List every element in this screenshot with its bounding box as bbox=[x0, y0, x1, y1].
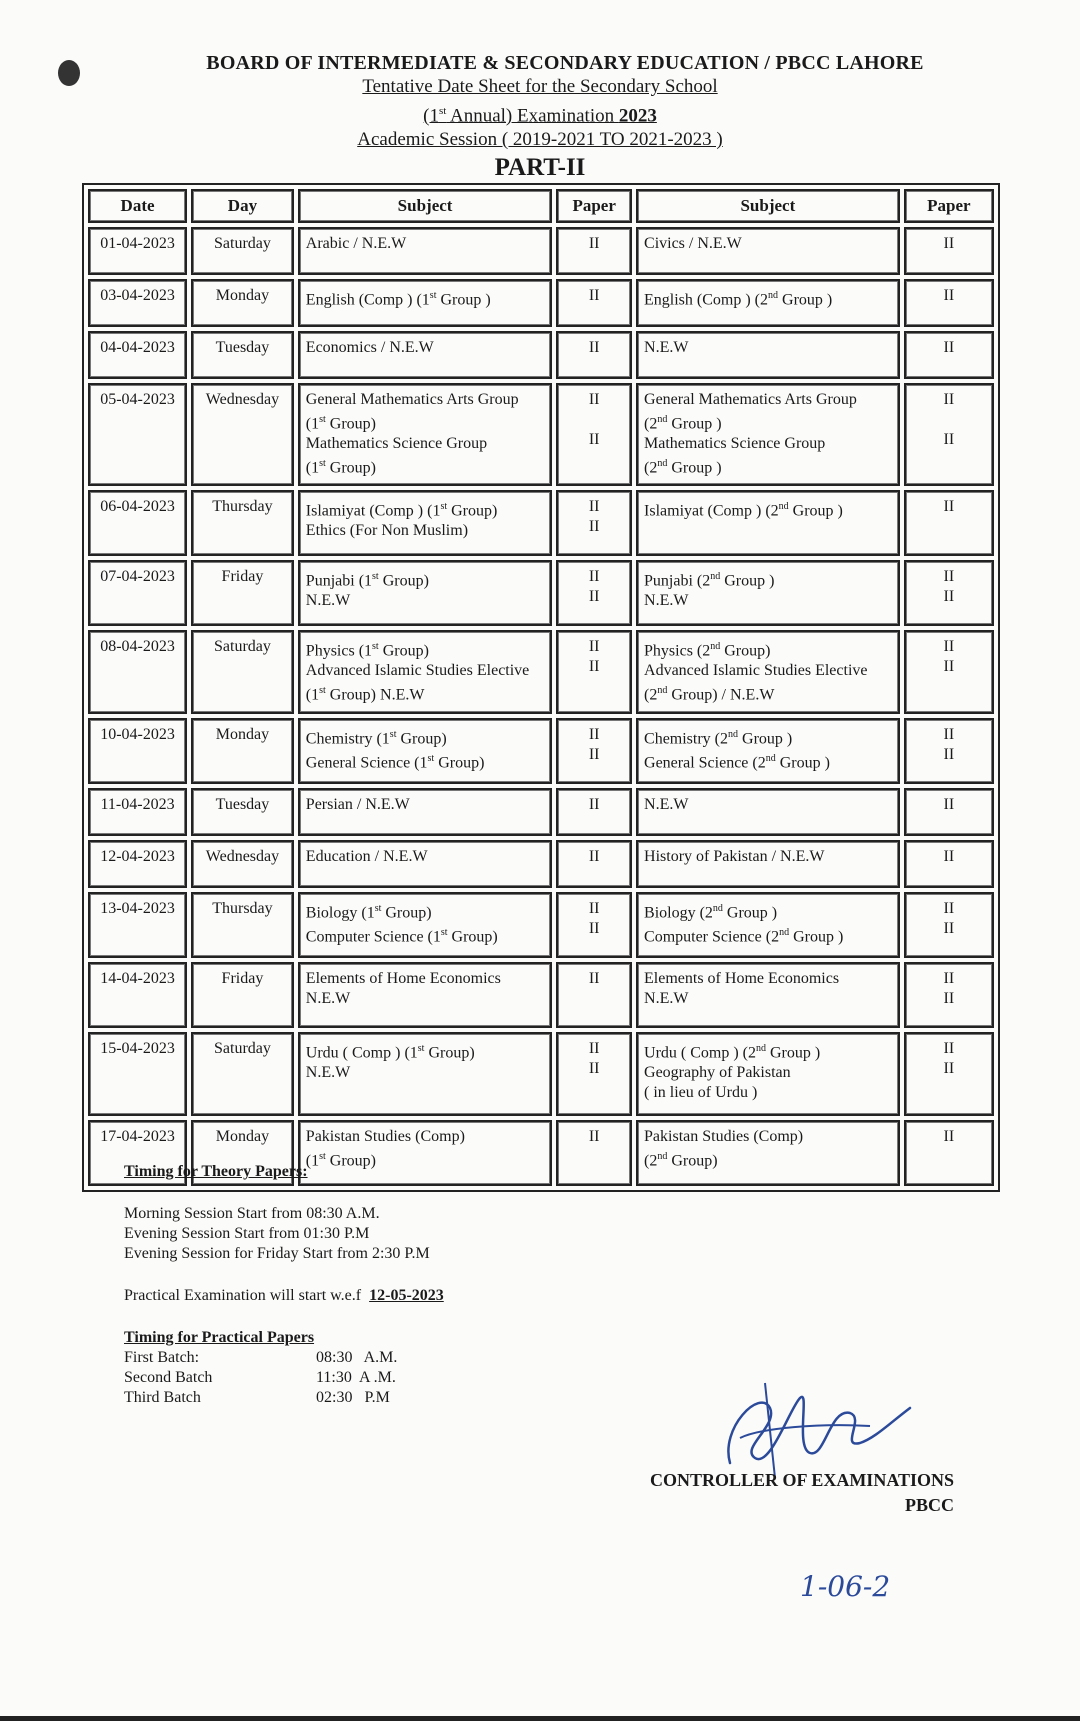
subject-line: Punjabi (2nd Group ) bbox=[644, 570, 775, 589]
subject-line: Advanced Islamic Studies Elective bbox=[305, 661, 530, 679]
table-row bbox=[88, 962, 994, 1028]
paper-line: II bbox=[943, 657, 955, 675]
date-cell: 13-04-2023 bbox=[88, 892, 187, 958]
date-sheet-subtitle: Tentative Date Sheet for the Secondary School bbox=[362, 76, 718, 97]
paper-cell bbox=[556, 840, 632, 888]
practical-start-line bbox=[124, 1286, 444, 1306]
subject-line: Mathematics Science Group bbox=[644, 435, 826, 453]
paper-line: II bbox=[943, 725, 955, 743]
date-cell: 14-04-2023 bbox=[88, 962, 187, 1028]
subject-line: General Science (1st Group) bbox=[305, 752, 485, 772]
paper-cell bbox=[556, 718, 632, 784]
table-row bbox=[88, 788, 994, 836]
date-cell: 08-04-2023 bbox=[88, 630, 187, 714]
paper-cell bbox=[556, 383, 632, 486]
paper-cell bbox=[904, 630, 994, 714]
subject-line: Persian / N.E.W bbox=[305, 795, 410, 813]
subject-line: (2nd Group ) bbox=[644, 414, 722, 433]
subject-line: General Science (2nd Group ) bbox=[644, 752, 830, 772]
paper-line: II bbox=[588, 969, 600, 987]
controller-block bbox=[650, 1468, 954, 1518]
subject-line: Geography of Pakistan bbox=[644, 1063, 791, 1081]
subject-line: History of Pakistan / N.E.W bbox=[644, 847, 825, 865]
paper-line: II bbox=[588, 391, 600, 408]
handwritten-note-text: 1-06-2 bbox=[800, 1570, 891, 1603]
day-cell: Monday bbox=[191, 279, 294, 327]
subject-line: Physics (1st Group) bbox=[305, 640, 429, 659]
date-cell: 03-04-2023 bbox=[88, 279, 187, 327]
paper-cell bbox=[904, 279, 994, 327]
paper-line: II bbox=[943, 587, 955, 605]
subject-cell bbox=[298, 1032, 553, 1116]
exam-title-pre: (1 bbox=[423, 105, 439, 127]
subject-cell bbox=[636, 630, 900, 714]
theory-line: Morning Session Start from 08:30 A.M. bbox=[124, 1205, 380, 1222]
day-cell: Saturday bbox=[191, 1032, 294, 1116]
batch-time: 11:30 A .M. bbox=[316, 1369, 396, 1386]
paper-line: II bbox=[588, 1127, 600, 1145]
subject-cell bbox=[298, 840, 553, 888]
table-row bbox=[88, 279, 994, 327]
day-cell: Wednesday bbox=[191, 383, 294, 486]
subject-line: Computer Science (2nd Group ) bbox=[644, 926, 844, 946]
paper-line: II bbox=[588, 235, 600, 252]
subject-line: Urdu ( Comp ) (2nd Group ) bbox=[644, 1042, 821, 1061]
paper-line: II bbox=[588, 567, 600, 585]
paper-line: II bbox=[588, 587, 600, 605]
subject-cell bbox=[298, 788, 553, 836]
table-row bbox=[88, 490, 994, 556]
subject-cell bbox=[636, 560, 900, 626]
scan-edge bbox=[0, 1716, 1080, 1721]
batch-row bbox=[124, 1348, 444, 1368]
academic-session: Academic Session ( 2019-2021 TO 2021-2023 ) bbox=[357, 129, 723, 151]
date-cell: 06-04-2023 bbox=[88, 490, 187, 556]
subject-line: Elements of Home Economics bbox=[305, 969, 501, 987]
subject-line: Punjabi (1st Group) bbox=[305, 570, 429, 589]
subject-line: N.E.W bbox=[305, 1063, 351, 1081]
paper-cell bbox=[904, 1120, 994, 1186]
paper-line: II bbox=[588, 745, 600, 763]
paper-line bbox=[564, 410, 624, 430]
paper-cell bbox=[556, 962, 632, 1028]
batch-time: 02:30 P.M bbox=[316, 1389, 390, 1406]
paper-line bbox=[564, 677, 624, 697]
subject-line: ( in lieu of Urdu ) bbox=[644, 1083, 758, 1101]
subject-cell bbox=[636, 788, 900, 836]
date-cell: 10-04-2023 bbox=[88, 718, 187, 784]
paper-cell bbox=[556, 279, 632, 327]
subject-line: (1st Group) bbox=[305, 1150, 377, 1169]
subject-line: Mathematics Science Group bbox=[305, 435, 488, 453]
subject-line: (1st Group) bbox=[305, 458, 377, 477]
day-cell: Thursday bbox=[191, 490, 294, 556]
paper-line: II bbox=[943, 919, 955, 937]
paper-line: II bbox=[588, 657, 600, 675]
paper-line: II bbox=[588, 497, 600, 515]
paper-cell bbox=[556, 331, 632, 379]
paper-line: II bbox=[588, 725, 600, 743]
subject-line: (2nd Group) bbox=[644, 1150, 718, 1169]
paper-cell bbox=[556, 1120, 632, 1186]
paper-cell bbox=[556, 892, 632, 958]
paper-line: II bbox=[943, 235, 955, 252]
subject-line: N.E.W bbox=[644, 339, 689, 356]
exam-year: 2023 bbox=[618, 105, 657, 127]
paper-cell bbox=[556, 630, 632, 714]
subject-line: General Mathematics Arts Group bbox=[305, 391, 519, 408]
subject-cell bbox=[636, 718, 900, 784]
paper-line: II bbox=[943, 899, 955, 917]
header-paper-2: Paper bbox=[904, 189, 994, 223]
part-title: PART-II bbox=[494, 154, 586, 182]
batch-name: Third Batch bbox=[124, 1389, 201, 1406]
day-cell: Thursday bbox=[191, 892, 294, 958]
subject-cell bbox=[636, 383, 900, 486]
paper-line: II bbox=[588, 1039, 600, 1057]
paper-line: II bbox=[588, 919, 600, 937]
paper-line bbox=[912, 1079, 986, 1099]
subject-line: Islamiyat (Comp ) (2nd Group ) bbox=[644, 500, 843, 519]
subject-cell bbox=[636, 1032, 900, 1116]
paper-line bbox=[912, 1147, 986, 1167]
date-cell: 15-04-2023 bbox=[88, 1032, 187, 1116]
paper-line: II bbox=[943, 969, 955, 987]
header-paper-1: Paper bbox=[556, 189, 632, 223]
paper-line bbox=[912, 450, 986, 470]
subject-cell bbox=[298, 227, 553, 275]
paper-line: II bbox=[943, 1059, 955, 1077]
subject-cell bbox=[298, 490, 553, 556]
subject-line: Computer Science (1st Group) bbox=[305, 926, 498, 946]
date-cell: 12-04-2023 bbox=[88, 840, 187, 888]
practical-start-text: Practical Examination will start w.e.f bbox=[124, 1287, 362, 1304]
subject-line: English (Comp ) (1st Group ) bbox=[305, 290, 491, 309]
subject-cell bbox=[298, 892, 553, 958]
paper-line bbox=[564, 450, 624, 470]
document-header bbox=[0, 52, 1080, 182]
subject-cell bbox=[298, 560, 553, 626]
table-row bbox=[88, 383, 994, 486]
subject-line: Islamiyat (Comp ) (1st Group) bbox=[305, 500, 498, 519]
paper-line bbox=[564, 989, 624, 1009]
subject-cell bbox=[298, 279, 553, 327]
paper-line bbox=[912, 410, 986, 430]
subject-cell bbox=[636, 892, 900, 958]
theory-line: Evening Session for Friday Start from 2:30 P.M bbox=[124, 1245, 430, 1262]
subject-line: N.E.W bbox=[305, 989, 351, 1007]
subject-cell bbox=[298, 331, 553, 379]
paper-line: II bbox=[943, 1039, 955, 1057]
subject-line: (1st Group) N.E.W bbox=[305, 684, 425, 704]
paper-cell bbox=[556, 227, 632, 275]
paper-line: II bbox=[588, 1059, 600, 1077]
subject-cell bbox=[636, 490, 900, 556]
subject-line: (2nd Group ) bbox=[644, 458, 722, 477]
subject-line: N.E.W bbox=[644, 591, 689, 609]
paper-line: II bbox=[943, 497, 955, 515]
subject-line: (1st Group) bbox=[305, 414, 377, 433]
paper-line: II bbox=[943, 847, 955, 865]
exam-title-sup: st bbox=[438, 105, 447, 117]
day-cell: Saturday bbox=[191, 630, 294, 714]
controller-org: PBCC bbox=[905, 1495, 954, 1515]
paper-cell bbox=[904, 718, 994, 784]
paper-cell bbox=[556, 490, 632, 556]
header-date: Date bbox=[88, 189, 187, 223]
paper-line: II bbox=[588, 517, 600, 535]
paper-cell bbox=[904, 560, 994, 626]
paper-cell bbox=[904, 962, 994, 1028]
paper-line: II bbox=[943, 637, 955, 655]
paper-cell bbox=[904, 788, 994, 836]
day-cell: Friday bbox=[191, 962, 294, 1028]
subject-line: N.E.W bbox=[644, 795, 689, 813]
paper-cell bbox=[904, 840, 994, 888]
paper-cell bbox=[904, 383, 994, 486]
subject-line: Pakistan Studies (Comp) bbox=[305, 1127, 465, 1145]
subject-cell bbox=[298, 718, 553, 784]
table-row bbox=[88, 718, 994, 784]
handwritten-note bbox=[796, 1562, 916, 1612]
timing-notes bbox=[124, 1162, 444, 1408]
paper-cell bbox=[904, 227, 994, 275]
subject-cell bbox=[298, 630, 553, 714]
day-cell: Monday bbox=[191, 718, 294, 784]
table-row bbox=[88, 227, 994, 275]
table-row bbox=[88, 560, 994, 626]
table-row bbox=[88, 892, 994, 958]
subject-line: Chemistry (1st Group) bbox=[305, 728, 447, 747]
paper-line bbox=[912, 677, 986, 697]
paper-line: II bbox=[588, 847, 600, 865]
paper-line: II bbox=[943, 431, 955, 448]
table-row bbox=[88, 1032, 994, 1116]
subject-cell bbox=[636, 962, 900, 1028]
paper-cell bbox=[556, 1032, 632, 1116]
table-row bbox=[88, 630, 994, 714]
subject-cell bbox=[636, 227, 900, 275]
day-cell: Tuesday bbox=[191, 788, 294, 836]
day-cell: Wednesday bbox=[191, 840, 294, 888]
subject-cell bbox=[298, 962, 553, 1028]
subject-cell bbox=[298, 383, 553, 486]
subject-cell bbox=[636, 840, 900, 888]
theory-line: Evening Session Start from 01:30 P.M bbox=[124, 1225, 370, 1242]
day-cell: Monday bbox=[191, 1120, 294, 1186]
paper-cell bbox=[904, 892, 994, 958]
paper-cell bbox=[904, 490, 994, 556]
board-title: BOARD OF INTERMEDIATE & SECONDARY EDUCATION / PBCC LAHORE bbox=[206, 52, 924, 74]
paper-line: II bbox=[943, 339, 955, 356]
practical-start-date: 12-05-2023 bbox=[369, 1287, 444, 1304]
paper-line: II bbox=[588, 431, 600, 448]
paper-line: II bbox=[588, 637, 600, 655]
batch-name: Second Batch bbox=[124, 1369, 213, 1386]
subject-line: N.E.W bbox=[644, 989, 689, 1007]
paper-line: II bbox=[588, 899, 600, 917]
subject-line: N.E.W bbox=[305, 591, 351, 609]
subject-line: Elements of Home Economics bbox=[644, 969, 840, 987]
subject-line: General Mathematics Arts Group bbox=[644, 391, 857, 408]
paper-line: II bbox=[943, 989, 955, 1007]
subject-line: Chemistry (2nd Group ) bbox=[644, 728, 793, 747]
theory-timing-heading: Timing for Theory Papers: bbox=[124, 1163, 308, 1180]
paper-cell bbox=[556, 560, 632, 626]
exam-title-mid: Annual) Examination bbox=[446, 105, 619, 127]
exam-title bbox=[0, 99, 1080, 128]
day-cell: Friday bbox=[191, 560, 294, 626]
paper-line: II bbox=[943, 795, 955, 813]
subject-line: Pakistan Studies (Comp) bbox=[644, 1127, 804, 1145]
table-row bbox=[88, 840, 994, 888]
day-cell: Tuesday bbox=[191, 331, 294, 379]
batch-row bbox=[124, 1388, 444, 1408]
batch-row bbox=[124, 1368, 444, 1388]
date-cell: 05-04-2023 bbox=[88, 383, 187, 486]
subject-line: Advanced Islamic Studies Elective bbox=[644, 661, 868, 679]
paper-line: II bbox=[943, 745, 955, 763]
subject-line: Biology (1st Group) bbox=[305, 902, 432, 921]
subject-line: Biology (2nd Group ) bbox=[644, 902, 778, 921]
subject-line: Arabic / N.E.W bbox=[305, 235, 407, 252]
practical-timing-heading: Timing for Practical Papers bbox=[124, 1329, 315, 1346]
controller-title: CONTROLLER OF EXAMINATIONS bbox=[649, 1470, 954, 1490]
paper-line: II bbox=[943, 1127, 955, 1145]
subject-cell bbox=[636, 279, 900, 327]
date-cell: 07-04-2023 bbox=[88, 560, 187, 626]
date-cell: 17-04-2023 bbox=[88, 1120, 187, 1186]
subject-cell bbox=[636, 331, 900, 379]
paper-cell bbox=[904, 1032, 994, 1116]
subject-line: Education / N.E.W bbox=[305, 847, 428, 865]
table-body bbox=[88, 227, 994, 1186]
header-subject-2: Subject bbox=[636, 189, 900, 223]
subject-line: Economics / N.E.W bbox=[305, 339, 434, 356]
header-subject-1: Subject bbox=[298, 189, 553, 223]
subject-line: Civics / N.E.W bbox=[644, 235, 742, 252]
batch-name: First Batch: bbox=[124, 1349, 200, 1366]
table-header-row bbox=[88, 189, 994, 223]
header-day: Day bbox=[191, 189, 294, 223]
paper-line: II bbox=[943, 287, 955, 304]
paper-line: II bbox=[943, 391, 955, 408]
subject-line: Physics (2nd Group) bbox=[644, 640, 771, 659]
paper-line: II bbox=[588, 795, 600, 813]
paper-line: II bbox=[588, 287, 600, 304]
subject-cell bbox=[636, 1120, 900, 1186]
table-row bbox=[88, 331, 994, 379]
subject-line: Urdu ( Comp ) (1st Group) bbox=[305, 1042, 475, 1061]
subject-line: English (Comp ) (2nd Group ) bbox=[644, 290, 833, 309]
batch-time: 08:30 A.M. bbox=[316, 1349, 398, 1366]
date-cell: 04-04-2023 bbox=[88, 331, 187, 379]
day-cell: Saturday bbox=[191, 227, 294, 275]
date-sheet-table bbox=[82, 183, 1000, 1192]
paper-line bbox=[564, 1147, 624, 1167]
paper-cell bbox=[556, 788, 632, 836]
subject-line: Ethics (For Non Muslim) bbox=[305, 521, 469, 539]
date-cell: 11-04-2023 bbox=[88, 788, 187, 836]
date-cell: 01-04-2023 bbox=[88, 227, 187, 275]
paper-line: II bbox=[943, 567, 955, 585]
subject-line: (2nd Group) / N.E.W bbox=[644, 684, 775, 704]
paper-line: II bbox=[588, 339, 600, 356]
paper-cell bbox=[904, 331, 994, 379]
